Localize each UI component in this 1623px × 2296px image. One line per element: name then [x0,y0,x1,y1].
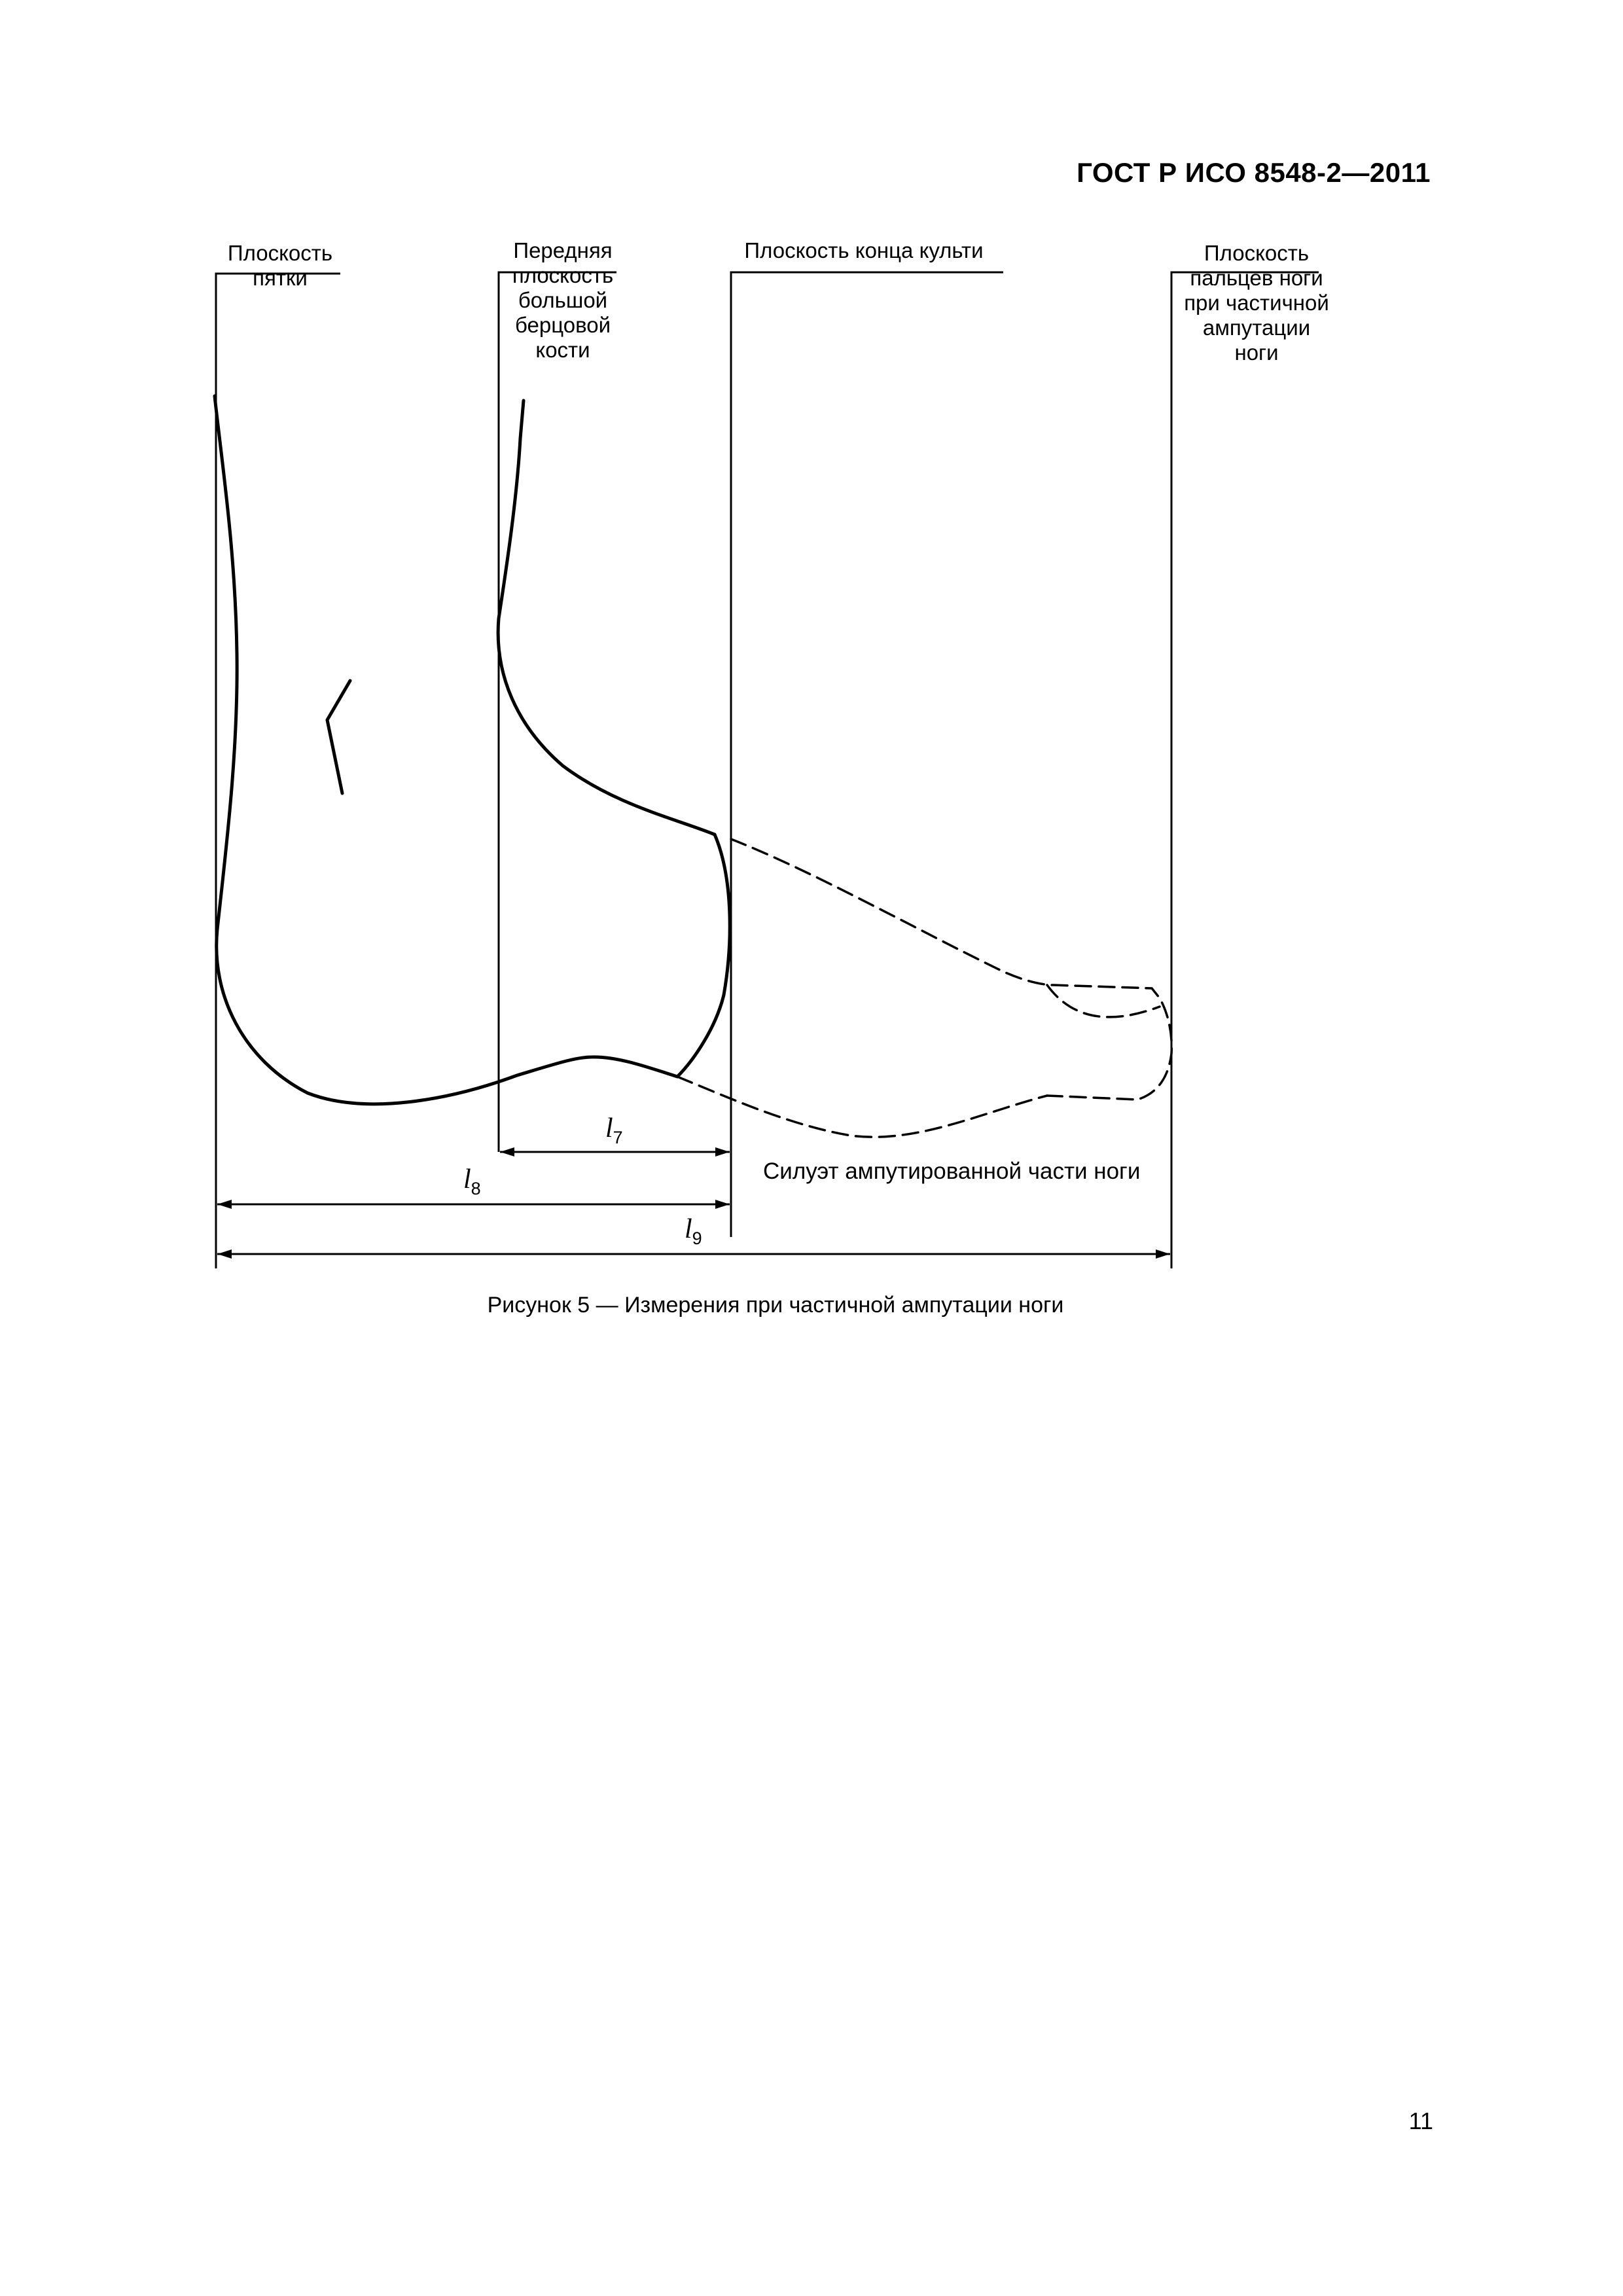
dimension-label-l9 [685,1213,702,1249]
plane-label-tibia-line-1: Передняя [513,238,613,262]
plane-label-tibia-line-3: большой [518,288,608,312]
shin-and-instep-outline [498,401,715,834]
stump-end-outline [677,834,730,1077]
arrow-l9-right [1156,1249,1170,1259]
amputated-toe-outline [1047,985,1160,1017]
dimension-subscript-l8: 8 [471,1179,481,1198]
plane-label-toes-line-2: пальцев ноги [1190,266,1323,290]
amputated-part-sole-silhouette [677,1077,1047,1137]
dimension-symbol-l8: l [463,1164,471,1194]
arrow-l8-right [715,1200,730,1209]
arrow-l7-left [500,1147,514,1157]
plane-label-toes-line-3: при частичной [1184,291,1329,315]
ankle-bone-mark [327,681,350,793]
arrow-l8-left [217,1200,232,1209]
dimension-subscript-l9: 9 [692,1229,702,1248]
plane-label-tibia-line-4: берцовой [514,313,611,337]
tibia-plane-line [499,272,616,1152]
amputated-part-top-silhouette [731,839,1171,1100]
stump-plane-line [731,272,1003,1237]
plane-label-tibia-line-5: кости [535,338,590,362]
dimension-symbol-l9: l [685,1214,692,1244]
plane-label-toes-line-1: Плоскость [1204,241,1310,265]
dimension-subscript-l7: 7 [613,1128,623,1147]
toes-plane-line [1171,272,1319,1268]
page-number: 11 [1408,2108,1433,2134]
plane-label-tibia-line-2: плоскость [512,263,614,287]
dimension-label-l8 [463,1164,481,1199]
dimension-label-l7 [605,1113,623,1148]
dimension-symbol-l7: l [605,1113,613,1143]
plane-label-stump-line-1: Плоскость конца культи [744,238,984,262]
arrow-l9-left [217,1249,232,1259]
arrow-l7-right [715,1147,730,1157]
standard-header: ГОСТ Р ИСО 8548-2—2011 [1077,157,1431,188]
leg-back-and-heel-outline [215,396,677,1104]
plane-label-heel-line-1: Плоскость [227,241,333,265]
amputated-silhouette-note: Силуэт ампутированной части ноги [763,1158,1141,1184]
figure-caption: Рисунок 5 — Измерения при частичной ампутации ноги [487,1293,1064,1318]
plane-label-toes-line-4: ампутации [1202,315,1311,340]
plane-label-toes-line-5: ноги [1234,340,1279,365]
plane-label-heel-line-2: пятки [253,266,308,290]
